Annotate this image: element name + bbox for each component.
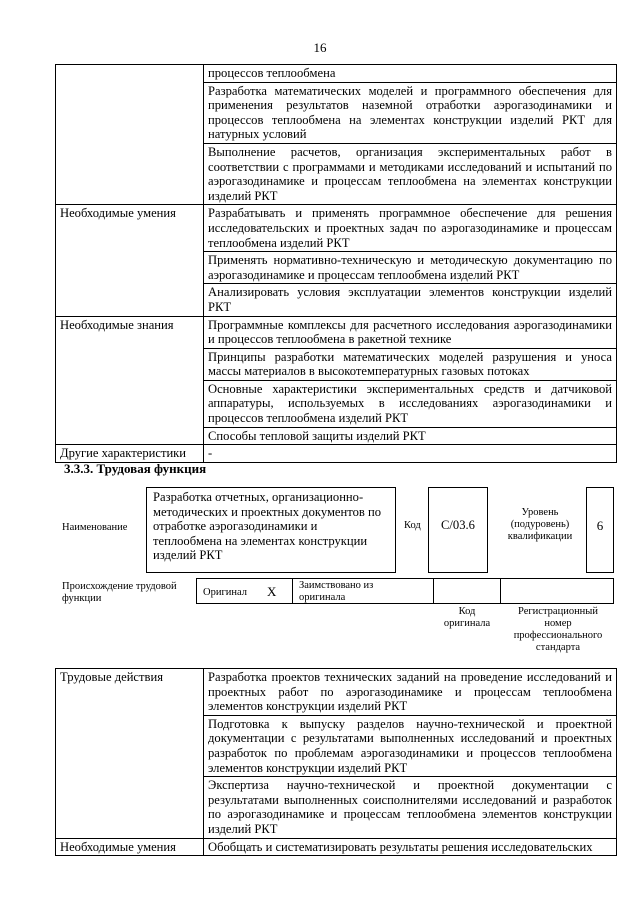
table-cell: Выполнение расчетов, организация экспериментальных работ в соответствии с программами и методиками исследований и испытаний по аэрогазодинамике и процессам теплообмена на элементах конструкции изделий РКТ — [204, 143, 617, 204]
row-label: Другие характеристики — [56, 445, 204, 463]
table-row — [56, 316, 617, 348]
table-cell: Обобщать и систематизировать результаты решения исследовательских — [204, 838, 617, 856]
borrowed-cell — [292, 578, 434, 604]
page-number: 16 — [313, 40, 327, 55]
table-cell: Подготовка к выпуску разделов научно-технической и проектной документации с результатами выполненных исследований и проектных разработок по проблемам аэрогазодинамики и процессов теплообмена элементов конструкции изделий РКТ — [204, 715, 617, 776]
table-cell: Принципы разработки математических моделей разрушения и уноса массы материалов в высокотемпературных газовых потоках — [204, 348, 617, 380]
table-cell: Экспертиза научно-технической и проектной документации с результатами выполненных соисполнителями исследований и разработок по аэрогазодинамике и процессам теплообмена элементов конструкции изделий РКТ — [204, 777, 617, 838]
reg-caption: Регистрационный номер профессионального стандарта — [513, 606, 603, 653]
function-code-box: C/03.6 — [428, 487, 488, 573]
origin-reg-cell — [500, 578, 614, 604]
table-cell: Анализировать условия эксплуатации элементов конструкции изделий РКТ — [204, 284, 617, 316]
table-row — [56, 65, 617, 83]
competency-table-top — [55, 64, 617, 463]
table-row — [56, 205, 617, 252]
table-row — [56, 838, 617, 856]
table-cell: Разработка проектов технических заданий на проведение исследований и проектных работ по аэрогазодинамике и процессам теплообмена элементов конструкции изделий РКТ — [204, 669, 617, 716]
row-label: Необходимые знания — [56, 316, 204, 445]
table-cell: Основные характеристики экспериментальных средств и датчиковой аппаратуры, используемых в исследованиях аэрогазодинамики и процессов теплообмена изделий РКТ — [204, 380, 617, 427]
table-cell: Применять нормативно-техническую и методическую документацию по аэрогазодинамике и процессам теплообмена изделий РКТ — [204, 252, 617, 284]
function-name-box: Разработка отчетных, организационно-методических и проектных документов по отработке аэрогазодинамики и теплообмена на элементах конструкции изделий РКТ — [146, 487, 396, 573]
row-label: Необходимые умения — [56, 205, 204, 316]
row-label — [56, 65, 204, 205]
table-cell: Разрабатывать и применять программное обеспечение для решения исследовательских и проектных задач по аэрогазодинамике и процессам теплообмена изделий РКТ — [204, 205, 617, 252]
origin-code-cell — [433, 578, 501, 604]
table-cell: Разработка математических моделей и программного обеспечения для применения результатов наземной отработки аэрогазодинамики и процессов теплообмена на элементах конструкции изделий РКТ для натурных условий — [204, 82, 617, 143]
table-cell: Способы тепловой защиты изделий РКТ — [204, 427, 617, 445]
table-cell: - — [204, 445, 617, 463]
name-label: Наименование — [62, 522, 128, 533]
row-label: Необходимые умения — [56, 838, 204, 856]
origin-label: Происхождение трудовой функции — [62, 581, 177, 604]
competency-table-bottom — [55, 668, 617, 856]
code-label: Код — [404, 520, 421, 531]
table-row — [56, 669, 617, 716]
original-cell — [196, 578, 293, 604]
section-title: 3.3.3. Трудовая функция — [64, 461, 207, 476]
level-value-box: 6 — [586, 487, 614, 573]
row-label: Трудовые действия — [56, 669, 204, 839]
level-label: Уровень (подуровень) квалификации — [507, 507, 573, 542]
table-cell: Программные комплексы для расчетного исследования аэрогазодинамики и процессов теплообмена в ракетной технике — [204, 316, 617, 348]
table-row — [56, 445, 617, 463]
borrowed-label: Заимствовано из оригинала — [299, 580, 374, 603]
original-mark: X — [267, 584, 277, 599]
table-cell: процессов теплообмена — [204, 65, 617, 83]
original-label: Оригинал — [203, 587, 247, 598]
code-caption: Код оригинала — [443, 606, 491, 629]
